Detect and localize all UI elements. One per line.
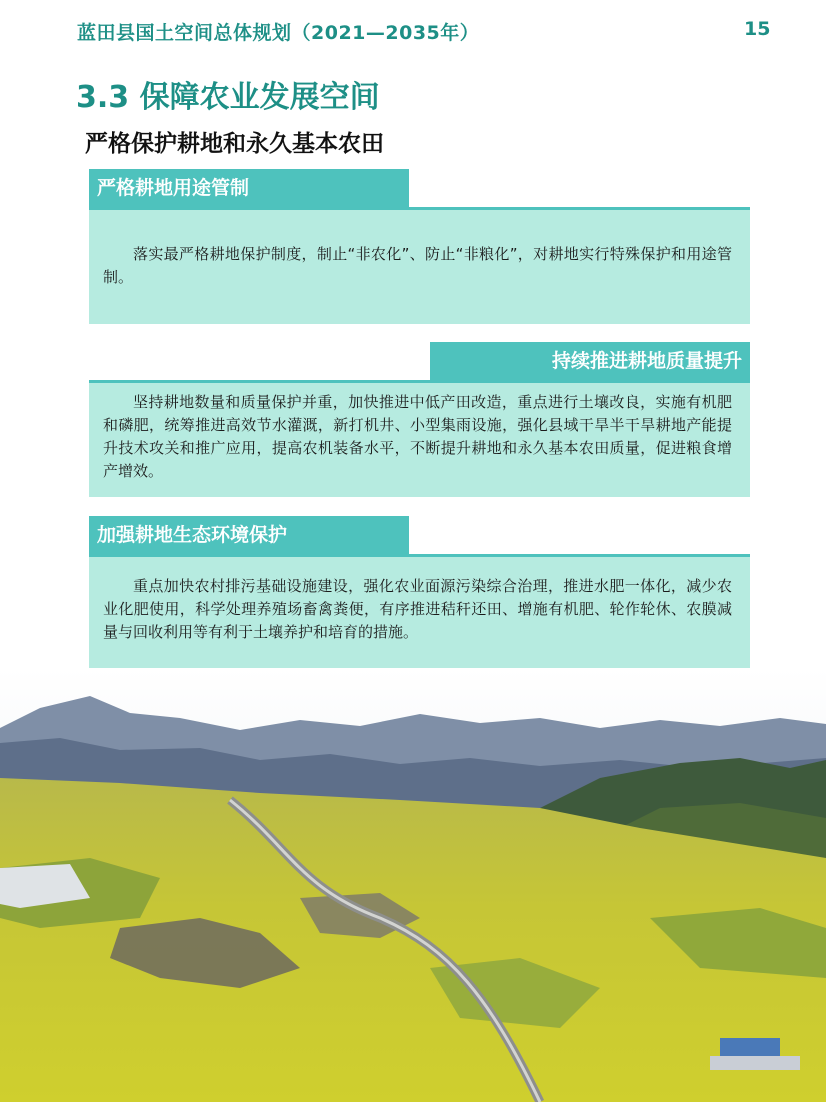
content-block-quality-improvement [89,342,750,497]
block-text: 重点加快农村排污基础设施建设，强化农业面源污染综合治理，推进水肥一体化，减少农业化肥使用，科学处理养殖场畜禽粪便，有序推进秸秆还田、增施有机肥、轮作轮休、农膜减量与回收利用等有利于土壤养护和培育的措施。 [89,557,750,671]
subsection-title: 严格保护耕地和永久基本农田 [85,131,384,157]
landscape-illustration [0,668,826,1102]
section-title: 3.3 保障农业发展空间 [76,80,380,115]
page-number: 15 [744,18,771,40]
block-heading: 持续推进耕地质量提升 [430,342,750,381]
block-text: 坚持耕地数量和质量保护并重，加快推进中低产田改造，重点进行土壤改良，实施有机肥和磷肥，统筹推进高效节水灌溉，新打机井、小型集雨设施，强化县域干旱半干旱耕地产能提升技术攻关和推广应用，提高农机装备水平，不断提升耕地和永久基本农田质量，促进粮食增产增效。 [89,383,750,497]
block-heading: 加强耕地生态环境保护 [89,516,409,555]
valley-farmland-photo [0,668,826,1102]
block-heading: 严格耕地用途管制 [89,169,409,208]
content-block-land-use-control [89,169,750,325]
block-text: 落实最严格耕地保护制度，制止“非农化”、防止“非粮化”，对耕地实行特殊保护和用途管制。 [89,210,750,324]
content-block-ecological-protection [89,516,750,671]
document-header-title: 蓝田县国土空间总体规划（2021—2035年） [77,22,480,44]
